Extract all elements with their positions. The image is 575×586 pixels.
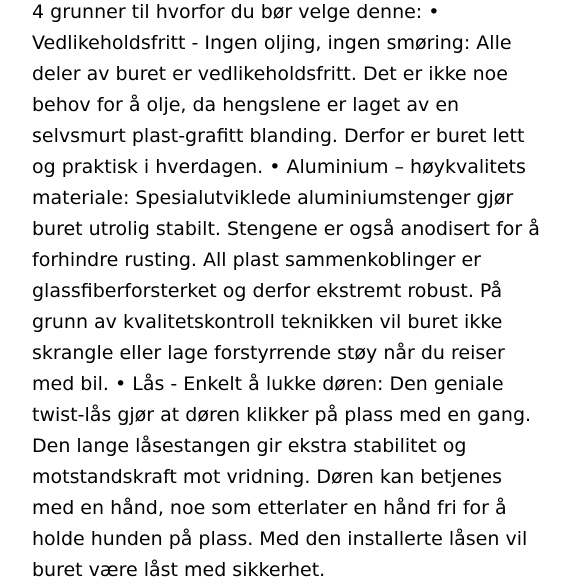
description-line-19: buret være låst med sikkerhet.	[32, 559, 326, 581]
description-line-8: buret utrolig stabilt. Stengene er også anodisert for å	[32, 218, 540, 240]
description-line-11: grunn av kvalitetskontroll teknikken vil buret ikke	[32, 311, 503, 333]
description-line-18: holde hunden på plass. Med den installerte låsen vil	[32, 528, 528, 550]
description-line-9: forhindre rusting. All plast sammenkoblinger er	[32, 249, 481, 271]
description-line-1: 4 grunner til hvorfor du bør velge denne: •	[32, 1, 440, 23]
description-line-4: behov for å olje, da hengslene er laget av en	[32, 94, 460, 116]
description-line-17: med en hånd, noe som etterlater en hånd fri for å	[32, 497, 507, 519]
description-line-6: og praktisk i hverdagen. • Aluminium – høykvalitets	[32, 156, 526, 178]
description-line-15: Den lange låsestangen gir ekstra stabilitet og	[32, 435, 467, 457]
description-line-7: materiale: Spesialutviklede aluminiumstenger gjør	[32, 187, 514, 209]
description-line-16: motstandskraft mot vridning. Døren kan betjenes	[32, 466, 503, 488]
description-line-2: Vedlikeholdsfritt - Ingen oljing, ingen smøring: Alle	[32, 32, 512, 54]
description-line-14: twist-lås gjør at døren klikker på plass med en gang.	[32, 404, 532, 426]
description-line-13: med bil. • Lås - Enkelt å lukke døren: Den geniale	[32, 373, 504, 395]
description-line-12: skrangle eller lage forstyrrende støy når du reiser	[32, 342, 505, 364]
description-line-5: selvsmurt plast-grafitt blanding. Derfor er buret lett	[32, 125, 525, 147]
description-line-10: glassfiberforsterket og derfor ekstremt robust. På	[32, 280, 503, 302]
description-line-3: deler av buret er vedlikeholdsfritt. Det er ikke noe	[32, 63, 508, 85]
